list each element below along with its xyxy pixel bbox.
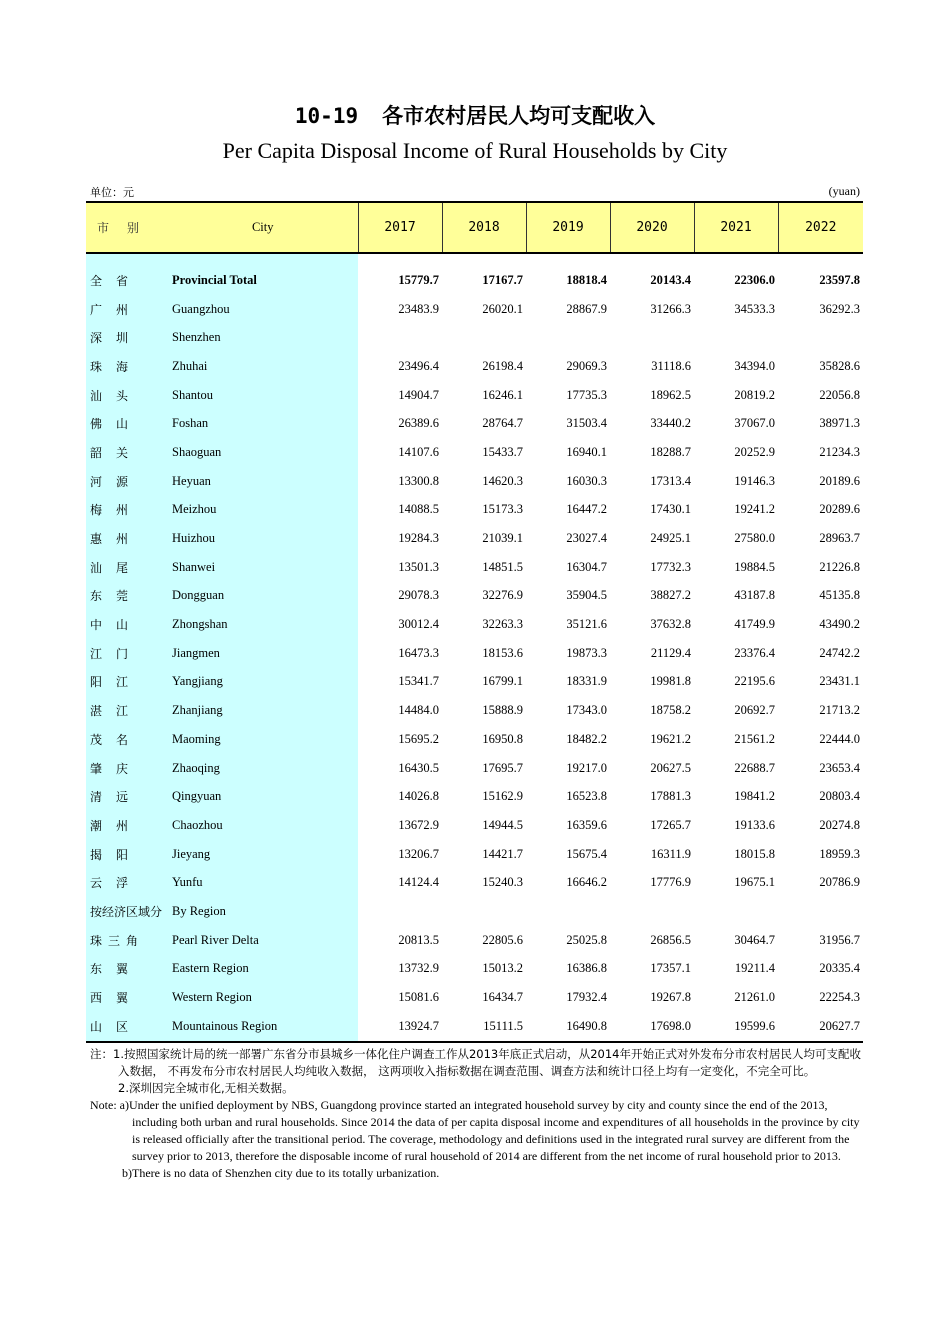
row-city-en: Heyuan bbox=[168, 467, 358, 496]
row-value-2022: 35828.6 bbox=[819, 358, 860, 373]
row-value-2020: 17881.3 bbox=[650, 789, 691, 804]
table-row bbox=[86, 983, 863, 1012]
unit-label-en: (yuan) bbox=[828, 184, 860, 198]
row-city-en: Zhaoqing bbox=[168, 754, 358, 783]
row-value-2022: 38971.3 bbox=[819, 416, 860, 431]
table-row bbox=[86, 926, 863, 955]
row-value-2019: 15675.4 bbox=[566, 846, 607, 861]
row-value-2022: 20189.6 bbox=[819, 473, 860, 488]
table-row bbox=[86, 955, 863, 984]
row-value-2018 bbox=[442, 323, 526, 352]
table-row bbox=[86, 868, 863, 897]
row-value-2017: 13672.9 bbox=[398, 817, 439, 832]
row-value-2022: 22056.8 bbox=[819, 387, 860, 402]
header-city-cn: 市别 bbox=[86, 202, 168, 253]
row-value-2017: 26389.6 bbox=[398, 416, 439, 431]
row-value-2018: 15162.9 bbox=[482, 789, 523, 804]
table-row bbox=[86, 295, 863, 324]
table-row bbox=[86, 467, 863, 496]
table-header-row bbox=[86, 202, 863, 253]
row-value-2017: 15695.2 bbox=[398, 731, 439, 746]
row-value-2021: 34394.0 bbox=[734, 358, 775, 373]
row-value-2021: 41749.9 bbox=[734, 617, 775, 632]
row-value-2018: 16246.1 bbox=[482, 387, 523, 402]
row-value-2019: 18818.4 bbox=[566, 272, 607, 287]
row-value-2019: 17932.4 bbox=[566, 990, 607, 1005]
table-row bbox=[86, 610, 863, 639]
row-value-2021: 20819.2 bbox=[734, 387, 775, 402]
row-value-2021: 43187.8 bbox=[734, 588, 775, 603]
row-value-2021: 21561.2 bbox=[734, 731, 775, 746]
row-value-2019: 25025.8 bbox=[566, 932, 607, 947]
row-value-2017: 14107.6 bbox=[398, 444, 439, 459]
row-value-2022 bbox=[778, 323, 863, 352]
table-row bbox=[86, 754, 863, 783]
row-value-2019: 16386.8 bbox=[566, 961, 607, 976]
row-value-2018: 17695.7 bbox=[482, 760, 523, 775]
row-value-2020: 19621.2 bbox=[650, 731, 691, 746]
row-value-2018: 28764.7 bbox=[482, 416, 523, 431]
row-value-2022 bbox=[778, 897, 863, 926]
row-value-2019: 16523.8 bbox=[566, 789, 607, 804]
row-city-cn: 云浮 bbox=[86, 868, 168, 897]
row-value-2022: 43490.2 bbox=[819, 617, 860, 632]
row-value-2019: 16940.1 bbox=[566, 444, 607, 459]
row-value-2020: 24925.1 bbox=[650, 531, 691, 546]
row-city-en: Jieyang bbox=[168, 840, 358, 869]
row-city-cn: 全省 bbox=[86, 266, 168, 295]
table-row bbox=[86, 696, 863, 725]
row-value-2022: 21234.3 bbox=[819, 444, 860, 459]
row-value-2017: 14026.8 bbox=[398, 789, 439, 804]
row-value-2022: 22254.3 bbox=[819, 990, 860, 1005]
row-value-2018: 15111.5 bbox=[442, 1012, 526, 1042]
row-city-cn: 按经济区域分 bbox=[86, 897, 168, 926]
row-city-cn: 山区 bbox=[86, 1012, 168, 1042]
row-value-2017: 14124.4 bbox=[398, 875, 439, 890]
row-value-2019: 16030.3 bbox=[566, 473, 607, 488]
row-city-cn: 潮州 bbox=[86, 811, 168, 840]
title-cn-text: 各市农村居民人均可支配收入 bbox=[382, 104, 656, 128]
footnotes bbox=[90, 1046, 865, 1182]
note-en-a: Note: a)Under the unified deployment by NBS, Guangdong province started an integrated household survey by city and county since the end of the 2013, including both urban and rural households. Since 2014 the data of per capita disposal income and expenditures of all households in the province by city is released officially after the transitional period. The coverage, methodology and definitions used in the integrated rural survey are different from the survey prior to 2013, therefore the disposable income of rural household of 2014 are different from the net income of rural household prior to 2013. bbox=[90, 1098, 860, 1163]
row-value-2019: 16447.2 bbox=[566, 502, 607, 517]
row-city-cn: 梅州 bbox=[86, 496, 168, 525]
row-value-2018: 16799.1 bbox=[482, 674, 523, 689]
row-value-2022: 20803.4 bbox=[819, 789, 860, 804]
row-value-2021: 34533.3 bbox=[734, 301, 775, 316]
row-value-2018: 14620.3 bbox=[482, 473, 523, 488]
row-city-cn: 肇庆 bbox=[86, 754, 168, 783]
row-value-2018: 32276.9 bbox=[482, 588, 523, 603]
row-city-en: Foshan bbox=[168, 409, 358, 438]
row-value-2022: 20289.6 bbox=[819, 502, 860, 517]
row-value-2018: 16950.8 bbox=[482, 731, 523, 746]
row-value-2019 bbox=[526, 897, 610, 926]
row-value-2019: 35121.6 bbox=[566, 617, 607, 632]
row-value-2022: 36292.3 bbox=[819, 301, 860, 316]
row-value-2020: 18758.2 bbox=[650, 703, 691, 718]
row-value-2018: 26020.1 bbox=[482, 301, 523, 316]
row-city-cn: 中山 bbox=[86, 610, 168, 639]
row-value-2022: 18959.3 bbox=[819, 846, 860, 861]
row-city-en: Shaoguan bbox=[168, 438, 358, 467]
row-value-2020: 17313.4 bbox=[650, 473, 691, 488]
row-value-2020: 17430.1 bbox=[650, 502, 691, 517]
row-value-2019: 19873.3 bbox=[566, 645, 607, 660]
row-city-cn: 河源 bbox=[86, 467, 168, 496]
row-value-2022: 20274.8 bbox=[819, 817, 860, 832]
row-city-en: Guangzhou bbox=[168, 295, 358, 324]
row-value-2017: 13732.9 bbox=[398, 961, 439, 976]
row-value-2017: 23483.9 bbox=[398, 301, 439, 316]
row-value-2022: 20335.4 bbox=[819, 961, 860, 976]
table-row bbox=[86, 524, 863, 553]
row-value-2020: 17732.3 bbox=[650, 559, 691, 574]
row-city-cn: 西翼 bbox=[86, 983, 168, 1012]
note-cn-2: 2.深圳因完全城市化,无相关数据。 bbox=[118, 1081, 294, 1095]
row-value-2017: 16473.3 bbox=[398, 645, 439, 660]
row-value-2017: 30012.4 bbox=[398, 617, 439, 632]
table-row bbox=[86, 582, 863, 611]
note-en-b: b)There is no data of Shenzhen city due to its totally urbanization. bbox=[122, 1166, 440, 1180]
row-city-en: Zhongshan bbox=[168, 610, 358, 639]
row-value-2019: 19217.0 bbox=[566, 760, 607, 775]
unit-label-cn: 单位：元 bbox=[90, 186, 134, 199]
header-year: 2020 bbox=[610, 202, 694, 253]
row-value-2022: 21226.8 bbox=[819, 559, 860, 574]
row-value-2019: 31503.4 bbox=[566, 416, 607, 431]
row-value-2017: 15779.7 bbox=[398, 272, 439, 287]
row-value-2021: 19241.2 bbox=[734, 502, 775, 517]
row-city-en: Shenzhen bbox=[168, 323, 358, 352]
row-value-2017: 29078.3 bbox=[398, 588, 439, 603]
row-value-2020: 31118.6 bbox=[651, 358, 691, 373]
row-value-2021: 19146.3 bbox=[734, 473, 775, 488]
row-city-en: By Region bbox=[168, 897, 358, 926]
row-value-2020: 20143.4 bbox=[650, 272, 691, 287]
row-value-2022: 23597.8 bbox=[819, 272, 860, 287]
row-value-2022: 20786.9 bbox=[819, 875, 860, 890]
row-city-cn: 揭阳 bbox=[86, 840, 168, 869]
row-value-2017: 15341.7 bbox=[398, 674, 439, 689]
row-value-2022: 45135.8 bbox=[819, 588, 860, 603]
row-value-2018: 15013.2 bbox=[482, 961, 523, 976]
row-value-2021 bbox=[694, 323, 778, 352]
row-value-2020: 21129.4 bbox=[650, 645, 691, 660]
row-value-2019: 16359.6 bbox=[566, 817, 607, 832]
row-city-en: Zhuhai bbox=[168, 352, 358, 381]
row-value-2020: 17357.1 bbox=[650, 961, 691, 976]
row-city-en: Yunfu bbox=[168, 868, 358, 897]
row-value-2022: 28963.7 bbox=[819, 531, 860, 546]
row-value-2018: 15433.7 bbox=[482, 444, 523, 459]
row-city-en: Eastern Region bbox=[168, 955, 358, 984]
row-value-2021: 19211.4 bbox=[734, 961, 775, 976]
table-row bbox=[86, 323, 863, 352]
row-value-2021: 20692.7 bbox=[734, 703, 775, 718]
row-city-en: Dongguan bbox=[168, 582, 358, 611]
row-value-2018: 21039.1 bbox=[482, 531, 523, 546]
row-value-2020: 19981.8 bbox=[650, 674, 691, 689]
row-city-cn: 清远 bbox=[86, 782, 168, 811]
row-value-2020: 37632.8 bbox=[650, 617, 691, 632]
row-value-2020: 17698.0 bbox=[610, 1012, 694, 1042]
table-row bbox=[86, 438, 863, 467]
row-value-2019: 17735.3 bbox=[566, 387, 607, 402]
row-value-2021: 20252.9 bbox=[734, 444, 775, 459]
row-value-2018 bbox=[442, 897, 526, 926]
row-value-2020 bbox=[610, 323, 694, 352]
row-value-2021: 30464.7 bbox=[734, 932, 775, 947]
row-value-2020: 17265.7 bbox=[650, 817, 691, 832]
header-year: 2022 bbox=[778, 202, 863, 253]
row-value-2022: 21713.2 bbox=[819, 703, 860, 718]
row-value-2018: 16434.7 bbox=[482, 990, 523, 1005]
row-value-2021 bbox=[694, 897, 778, 926]
row-city-cn: 阳江 bbox=[86, 668, 168, 697]
table-row bbox=[86, 782, 863, 811]
row-city-cn: 茂名 bbox=[86, 725, 168, 754]
row-value-2018: 14944.5 bbox=[482, 817, 523, 832]
row-value-2020: 18962.5 bbox=[650, 387, 691, 402]
row-value-2017: 16430.5 bbox=[398, 760, 439, 775]
row-value-2019: 16646.2 bbox=[566, 875, 607, 890]
row-city-cn: 东莞 bbox=[86, 582, 168, 611]
row-city-en: Western Region bbox=[168, 983, 358, 1012]
row-value-2022: 23431.1 bbox=[819, 674, 860, 689]
row-value-2021: 37067.0 bbox=[734, 416, 775, 431]
row-city-cn: 湛江 bbox=[86, 696, 168, 725]
row-value-2021: 23376.4 bbox=[734, 645, 775, 660]
row-value-2017: 13300.8 bbox=[398, 473, 439, 488]
row-value-2021: 19599.6 bbox=[694, 1012, 778, 1042]
row-value-2018: 18153.6 bbox=[482, 645, 523, 660]
row-value-2017: 14904.7 bbox=[398, 387, 439, 402]
row-value-2018: 14851.5 bbox=[482, 559, 523, 574]
row-value-2021: 27580.0 bbox=[734, 531, 775, 546]
row-value-2020: 33440.2 bbox=[650, 416, 691, 431]
income-table bbox=[86, 201, 863, 1043]
row-value-2017: 14484.0 bbox=[398, 703, 439, 718]
row-value-2020: 18288.7 bbox=[650, 444, 691, 459]
row-value-2020: 19267.8 bbox=[650, 990, 691, 1005]
row-value-2021: 18015.8 bbox=[734, 846, 775, 861]
row-value-2020: 38827.2 bbox=[650, 588, 691, 603]
row-value-2019: 18331.9 bbox=[566, 674, 607, 689]
header-year: 2019 bbox=[526, 202, 610, 253]
note-cn-1: 注：1.按照国家统计局的统一部署广东省分市县城乡一体化住户调查工作从2013年底正式启动，从2014年开始正式对外发布分市农村居民人均可支配收入数据， 不再发布分市农村居民人均纯收入数据， 这两项收入指标数据在调查范围、调查方法和统计口径上均有一定变化，不完全可比。 bbox=[90, 1047, 861, 1078]
row-city-en: Yangjiang bbox=[168, 668, 358, 697]
row-value-2021: 19841.2 bbox=[734, 789, 775, 804]
row-value-2019: 18482.2 bbox=[566, 731, 607, 746]
row-value-2021: 19675.1 bbox=[734, 875, 775, 890]
row-value-2020 bbox=[610, 897, 694, 926]
row-value-2021: 19884.5 bbox=[734, 559, 775, 574]
row-value-2019: 16490.8 bbox=[526, 1012, 610, 1042]
row-value-2018: 15173.3 bbox=[482, 502, 523, 517]
row-value-2018: 15888.9 bbox=[482, 703, 523, 718]
row-city-en: Chaozhou bbox=[168, 811, 358, 840]
row-city-cn: 江门 bbox=[86, 639, 168, 668]
row-value-2018: 32263.3 bbox=[482, 617, 523, 632]
row-city-en: Shanwei bbox=[168, 553, 358, 582]
row-value-2021: 22306.0 bbox=[734, 272, 775, 287]
row-value-2022: 23653.4 bbox=[819, 760, 860, 775]
row-city-en: Pearl River Delta bbox=[168, 926, 358, 955]
header-city-en: City bbox=[168, 202, 358, 253]
table-row bbox=[86, 266, 863, 295]
row-value-2021: 21261.0 bbox=[734, 990, 775, 1005]
table-row bbox=[86, 1012, 863, 1042]
row-value-2022: 20627.7 bbox=[778, 1012, 863, 1042]
row-value-2019: 29069.3 bbox=[566, 358, 607, 373]
table-row bbox=[86, 639, 863, 668]
row-value-2017: 14088.5 bbox=[398, 502, 439, 517]
spacer-row bbox=[86, 253, 863, 266]
row-value-2019: 35904.5 bbox=[566, 588, 607, 603]
row-city-cn: 汕尾 bbox=[86, 553, 168, 582]
row-city-cn: 韶关 bbox=[86, 438, 168, 467]
row-city-en: Huizhou bbox=[168, 524, 358, 553]
table-row bbox=[86, 352, 863, 381]
row-city-en: Shantou bbox=[168, 381, 358, 410]
row-value-2017 bbox=[358, 897, 442, 926]
row-value-2021: 22688.7 bbox=[734, 760, 775, 775]
row-city-cn: 佛山 bbox=[86, 409, 168, 438]
row-city-cn: 珠三角 bbox=[86, 926, 168, 955]
row-value-2022: 31956.7 bbox=[819, 932, 860, 947]
row-value-2019 bbox=[526, 323, 610, 352]
row-value-2017: 13924.7 bbox=[358, 1012, 442, 1042]
row-value-2018: 22805.6 bbox=[482, 932, 523, 947]
table-row bbox=[86, 725, 863, 754]
row-value-2017: 20813.5 bbox=[398, 932, 439, 947]
row-city-en: Mountainous Region bbox=[168, 1012, 358, 1042]
row-city-en: Jiangmen bbox=[168, 639, 358, 668]
table-row bbox=[86, 811, 863, 840]
row-value-2017: 15081.6 bbox=[398, 990, 439, 1005]
header-year: 2018 bbox=[442, 202, 526, 253]
row-city-en: Zhanjiang bbox=[168, 696, 358, 725]
row-value-2020: 31266.3 bbox=[650, 301, 691, 316]
row-value-2020: 20627.5 bbox=[650, 760, 691, 775]
table-row bbox=[86, 381, 863, 410]
row-value-2018: 14421.7 bbox=[482, 846, 523, 861]
row-value-2020: 26856.5 bbox=[650, 932, 691, 947]
row-value-2020: 16311.9 bbox=[650, 846, 691, 861]
row-value-2019: 28867.9 bbox=[566, 301, 607, 316]
row-city-cn: 东翼 bbox=[86, 955, 168, 984]
row-value-2022: 22444.0 bbox=[819, 731, 860, 746]
page-title-cn bbox=[0, 100, 950, 130]
table-row bbox=[86, 897, 863, 926]
row-value-2018: 26198.4 bbox=[482, 358, 523, 373]
row-value-2017: 23496.4 bbox=[398, 358, 439, 373]
table-row bbox=[86, 553, 863, 582]
row-value-2017 bbox=[358, 323, 442, 352]
row-city-cn: 广州 bbox=[86, 295, 168, 324]
table-row bbox=[86, 840, 863, 869]
table-row bbox=[86, 409, 863, 438]
row-city-en: Provincial Total bbox=[168, 266, 358, 295]
row-value-2018: 15240.3 bbox=[482, 875, 523, 890]
row-value-2019: 23027.4 bbox=[566, 531, 607, 546]
row-value-2019: 17343.0 bbox=[566, 703, 607, 718]
row-value-2021: 19133.6 bbox=[734, 817, 775, 832]
row-city-cn: 深圳 bbox=[86, 323, 168, 352]
row-value-2022: 24742.2 bbox=[819, 645, 860, 660]
row-value-2019: 16304.7 bbox=[566, 559, 607, 574]
row-value-2017: 19284.3 bbox=[398, 531, 439, 546]
table-row bbox=[86, 668, 863, 697]
row-city-en: Maoming bbox=[168, 725, 358, 754]
table-number: 10-19 bbox=[294, 104, 359, 128]
row-value-2018: 17167.7 bbox=[482, 272, 523, 287]
row-value-2017: 13501.3 bbox=[398, 559, 439, 574]
row-city-en: Qingyuan bbox=[168, 782, 358, 811]
row-city-cn: 汕头 bbox=[86, 381, 168, 410]
table-row bbox=[86, 496, 863, 525]
row-city-cn: 珠海 bbox=[86, 352, 168, 381]
row-city-en: Meizhou bbox=[168, 496, 358, 525]
row-city-cn: 惠州 bbox=[86, 524, 168, 553]
row-value-2020: 17776.9 bbox=[650, 875, 691, 890]
row-value-2017: 13206.7 bbox=[398, 846, 439, 861]
page-title-en: Per Capita Disposal Income of Rural Households by City bbox=[222, 138, 728, 163]
header-year: 2021 bbox=[694, 202, 778, 253]
header-year: 2017 bbox=[358, 202, 442, 253]
row-value-2021: 22195.6 bbox=[734, 674, 775, 689]
